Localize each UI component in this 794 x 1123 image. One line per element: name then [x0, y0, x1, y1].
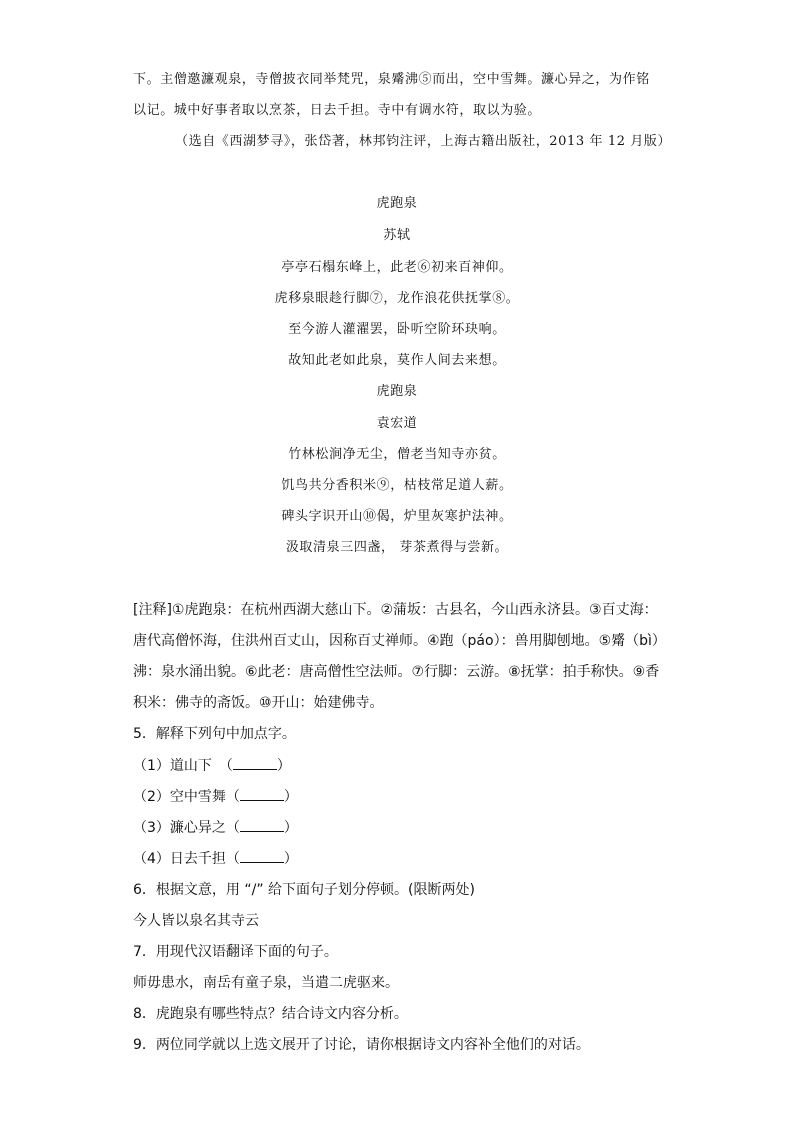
q5-item-close: ）	[276, 758, 291, 774]
poem1-line: 至今游人灌濯罢，卧听空阶环玦响。	[288, 322, 506, 337]
notes-line-4: 积米：佛寺的斋饭。⑩开山：始建佛寺。	[133, 695, 384, 711]
q6-stem: 6．根据文意，用 “/” 给下面句子划分停顿。(限断两处)	[133, 882, 475, 898]
notes-line-1: [注释]①虎跑泉：在杭州西湖大慈山下。②蒲坂：古县名，今山西永济县。③百丈海：	[133, 602, 658, 618]
prose-line-1: 下。主僧邀濂观泉，寺僧披衣同举梵咒，泉觱沸⑤而出，空中雪舞。濂心异之，为作铭	[133, 72, 650, 87]
answer-blank[interactable]	[233, 757, 277, 770]
answer-blank[interactable]	[240, 788, 284, 801]
poem2-title: 虎跑泉	[376, 384, 418, 399]
q7-sentence: 师毋患水，南岳有童子泉，当遣二虎驱来。	[133, 975, 399, 991]
prose-line-2: 以记。城中好事者取以烹茶，日去千担。寺中有调水符，取以为验。	[133, 103, 542, 118]
q5-item-open: （	[225, 851, 240, 867]
notes-line-2: 唐代高僧怀海，住洪州百丈山，因称百丈禅师。④跑（páo）：兽用脚刨地。⑤觱（bì）	[133, 633, 666, 649]
q5-item-1	[133, 755, 291, 775]
q5-item-3	[133, 817, 298, 837]
poem1-author: 苏轼	[383, 228, 411, 243]
q5-item-close: ）	[283, 789, 298, 805]
q6-sentence: 今人皆以泉名其寺云	[133, 913, 259, 929]
poem1-line: 故知此老如此泉，莫作人间去来想。	[288, 353, 506, 368]
q5-item-pad	[212, 758, 226, 774]
q9-stem: 9．两位同学就以上选文展开了讨论，请你根据诗文内容补全他们的对话。	[133, 1037, 590, 1053]
q5-item-open: （	[225, 820, 240, 836]
q5-item-2	[133, 786, 298, 806]
poem1-title: 虎跑泉	[376, 196, 418, 211]
poem2-line: 竹林松涧净无尘，僧老当知寺亦贫。	[288, 447, 506, 462]
poem2-line: 饥鸟共分香积米⑨，枯枝常足道人薪。	[281, 478, 513, 493]
poem2-line: 汲取清泉三四盏， 芽茶煮得与尝新。	[285, 540, 509, 555]
notes-line-3: 沸：泉水涌出貌。⑥此老：唐高僧性空法师。⑦行脚：云游。⑧抚掌：拍手称快。⑨香	[133, 664, 660, 680]
answer-blank[interactable]	[240, 819, 284, 832]
q5-item-label: （1）道山下	[133, 758, 212, 774]
poem1-line: 亭亭石榻东峰上，此老⑥初来百神仰。	[281, 260, 513, 275]
q5-item-label: （4）日去千担	[133, 851, 226, 867]
q5-stem: 5．解释下列句中加点字。	[133, 726, 296, 742]
q5-item-label: （2）空中雪舞	[133, 789, 226, 805]
q5-item-close: ）	[283, 851, 298, 867]
q5-item-open: （	[225, 758, 233, 774]
answer-blank[interactable]	[240, 850, 284, 863]
source-citation: （选自《西湖梦寻》，张岱著，林邦钧注评，上海古籍出版社，2013 年 12 月版）	[175, 134, 672, 149]
poem2-line: 碑头字识开山⑩偈，炉里灰寒护法神。	[281, 509, 513, 524]
poem2-author: 袁宏道	[376, 416, 418, 431]
q5-item-open: （	[225, 789, 240, 805]
q5-item-close: ）	[283, 820, 298, 836]
poem1-line: 虎移泉眼趁行脚⑦，龙作浪花供抚掌⑧。	[274, 291, 520, 306]
q7-stem: 7．用现代汉语翻译下面的句子。	[133, 944, 338, 960]
q5-item-label: （3）濂心异之	[133, 820, 226, 836]
q8-stem: 8．虎跑泉有哪些特点？结合诗文内容分析。	[133, 1006, 408, 1022]
q5-item-4	[133, 848, 298, 868]
